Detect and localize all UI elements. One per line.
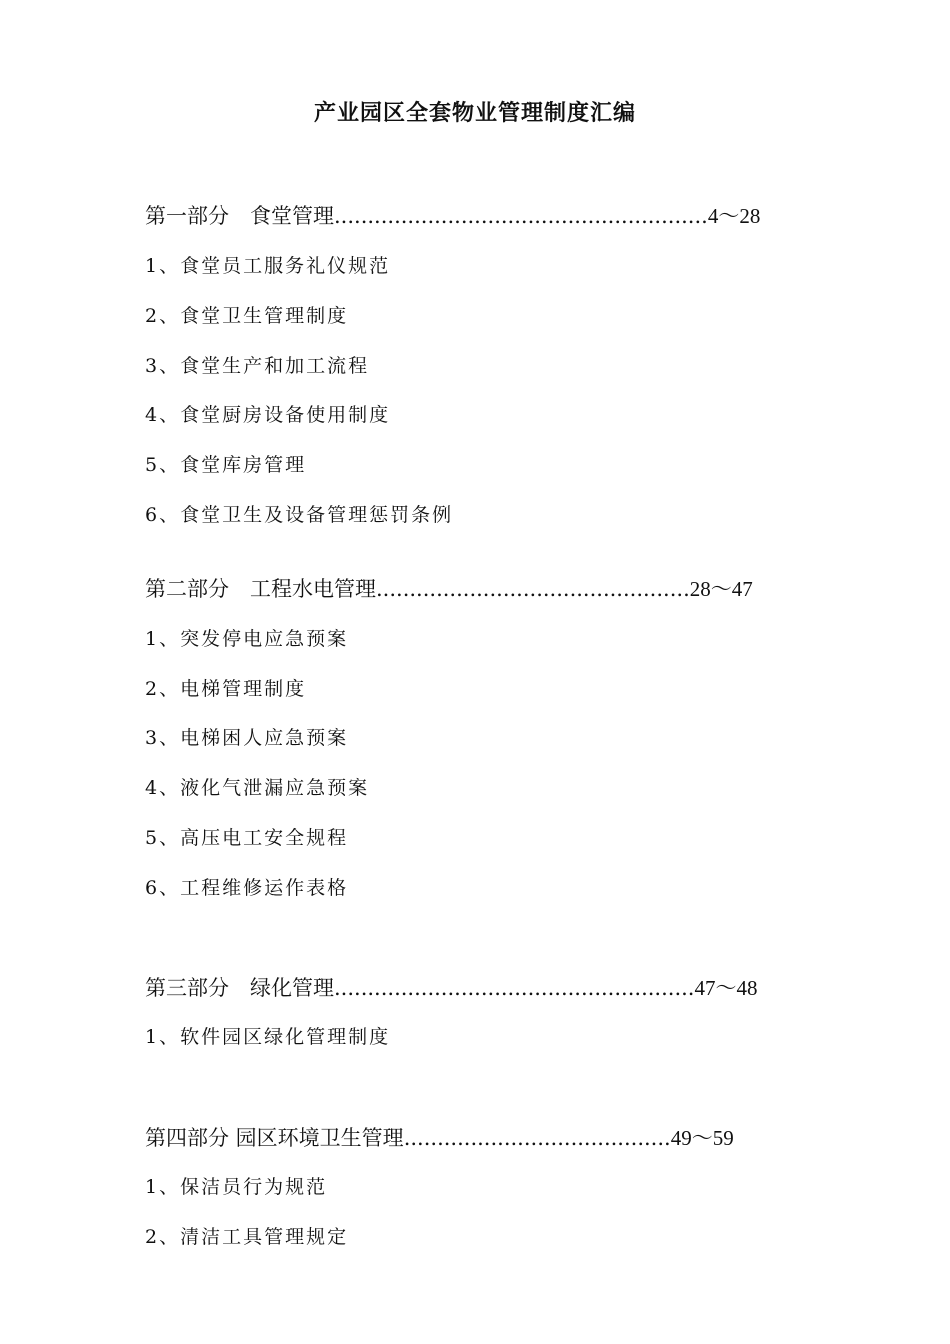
list-item: 5、食堂库房管理 bbox=[145, 454, 307, 476]
section-page-range: 47～48 bbox=[694, 976, 758, 1000]
section-leader-dots: ...................................................... bbox=[334, 976, 695, 1000]
list-item: 6、工程维修运作表格 bbox=[145, 877, 349, 899]
list-item: 4、食堂厨房设备使用制度 bbox=[145, 404, 391, 426]
section-heading-2 bbox=[145, 573, 753, 603]
list-item: 6、食堂卫生及设备管理惩罚条例 bbox=[145, 504, 454, 526]
list-item: 5、高压电工安全规程 bbox=[145, 827, 349, 849]
section-leader-dots: ............................................... bbox=[376, 577, 690, 601]
section-heading-text: 第二部分 工程水电管理 bbox=[145, 577, 376, 601]
list-item: 1、保洁员行为规范 bbox=[145, 1176, 328, 1198]
section-page-range: 28～47 bbox=[689, 577, 753, 601]
list-item: 4、液化气泄漏应急预案 bbox=[145, 777, 370, 799]
section-heading-text: 第三部分 绿化管理 bbox=[145, 976, 334, 1000]
document-title: 产业园区全套物业管理制度汇编 bbox=[313, 101, 636, 126]
section-page-range: 4～28 bbox=[707, 204, 761, 228]
list-item: 2、电梯管理制度 bbox=[145, 678, 307, 700]
section-heading-3 bbox=[145, 972, 757, 1002]
section-heading-text: 第一部分 食堂管理 bbox=[145, 204, 334, 228]
section-leader-dots: ........................................................ bbox=[334, 204, 708, 228]
list-item: 1、食堂员工服务礼仪规范 bbox=[145, 255, 391, 277]
section-page-range: 49～59 bbox=[670, 1126, 734, 1150]
list-item: 3、电梯困人应急预案 bbox=[145, 727, 349, 749]
section-heading-4 bbox=[145, 1122, 734, 1152]
list-item: 2、食堂卫生管理制度 bbox=[145, 305, 349, 327]
list-item: 1、软件园区绿化管理制度 bbox=[145, 1026, 391, 1048]
section-heading-1 bbox=[145, 200, 760, 230]
list-item: 2、清洁工具管理规定 bbox=[145, 1226, 349, 1248]
list-item: 1、突发停电应急预案 bbox=[145, 628, 349, 650]
list-item: 3、食堂生产和加工流程 bbox=[145, 355, 370, 377]
section-leader-dots: ........................................ bbox=[403, 1126, 671, 1150]
section-heading-text: 第四部分 园区环境卫生管理 bbox=[145, 1126, 404, 1150]
